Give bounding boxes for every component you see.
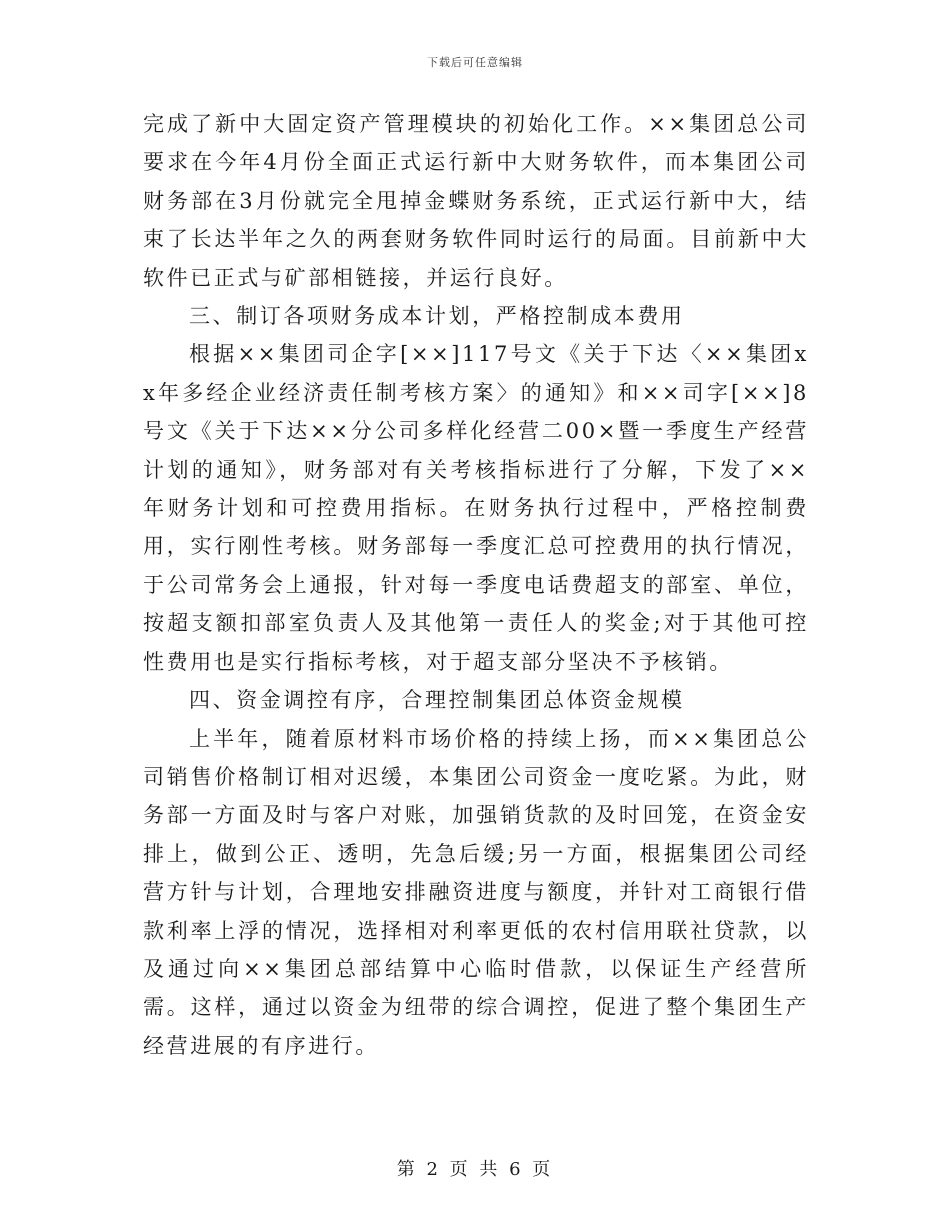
section-heading-fund-control: 四、资金调控有序，合理控制集团总体资金规模 xyxy=(189,688,685,713)
document-body xyxy=(143,105,809,1065)
section-heading-cost-plan: 三、制订各项财务成本计划，严格控制成本费用 xyxy=(189,304,685,329)
paragraph-asset-module: 完成了新中大固定资产管理模块的初始化工作。××集团总公司要求在今年4月份全面正式运行新中大财务软件，而本集团公司财务部在3月份就完全甩掉金蝶财务系统，正式运行新中大，结束了长达半年之久的两套财务软件同时运行的局面。目前新中大软件已正式与矿部相链接，并运行良好。 xyxy=(143,112,809,290)
paragraph-fund-control: 上半年，随着原材料市场价格的持续上扬，而××集团总公司销售价格制订相对迟缓，本集团公司资金一度吃紧。为此，财务部一方面及时与客户对账，加强销货款的及时回笼，在资金安排上，做到公正、透明，先急后缓;另一方面，根据集团公司经营方针与计划，合理地安排融资进度与额度，并针对工商银行借款利率上浮的情况，选择相对利率更低的农村信用联社贷款，以及通过向××集团总部结算中心临时借款，以保证生产经营所需。这样，通过以资金为纽带的综合调控，促进了整个集团生产经营进展的有序进行。 xyxy=(143,726,809,1058)
page-number: 第 2 页 共 6 页 xyxy=(396,1159,554,1180)
paragraph-cost-control: 根据××集团司企字[××]117号文《关于下达〈××集团xx年多经企业经济责任制考核方案〉的通知》和××司字[××]8号文《关于下达××分公司多样化经营二00×暨一季度生产经营计划的通知》，财务部对有关考核指标进行了分解，下发了××年财务计划和可控费用指标。在财务执行过程中，严格控制费用，实行刚性考核。财务部每一季度汇总可控费用的执行情况，于公司常务会上通报，针对每一季度电话费超支的部室、单位，按超支额扣部室负责人及其他第一责任人的奖金;对于其他可控性费用也是实行指标考核，对于超支部分坚决不予核销。 xyxy=(143,342,809,674)
page-header-note: 下载后可任意编辑 xyxy=(427,56,523,69)
